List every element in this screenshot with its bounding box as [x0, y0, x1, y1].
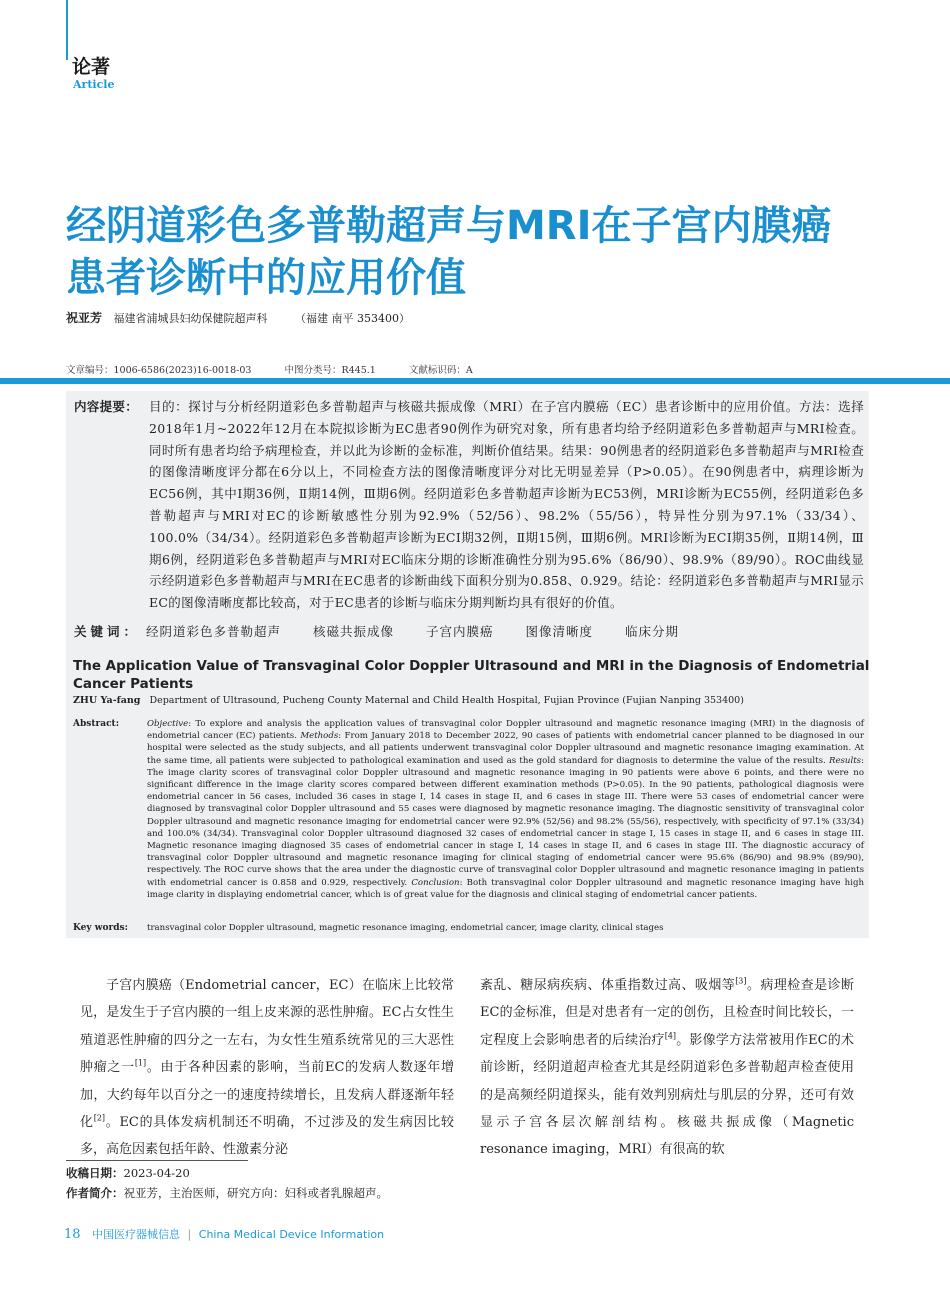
received-date	[66, 1165, 190, 1181]
bio-value: 祝亚芳，主治医师，研究方向：妇科或者乳腺超声。	[123, 1186, 388, 1200]
received-value: 2023-04-20	[123, 1166, 190, 1180]
keywords-cn	[74, 622, 707, 640]
english-title: The Application Value of Transvaginal Color Doppler Ultrasound and MRI in the Diagnosis of Endometrial Cancer Patients	[73, 658, 870, 692]
body-text: 。影像学方法常被用作EC的术前诊断，经阴道超声检查尤其是经阴道彩色多普勒超声检查使用的是高频经阴道探头，能有效判别病灶与肌层的分界，还可有效显示子宫各层次解剖结构。核磁共振成像（Magnetic resonance imaging，MRI）有很高的软	[480, 1032, 854, 1158]
received-label: 收稿日期：	[66, 1166, 124, 1180]
keyword-cn: 临床分期	[625, 624, 680, 639]
keyword-cn: 经阴道彩色多普勒超声	[146, 624, 282, 639]
body-text: 。由于各种因素的影响，当前EC的发病人数逐年增加，大约每年以百分之一的速度持续增长，且发病人群逐渐年轻化	[80, 1060, 454, 1131]
english-author-line	[73, 695, 744, 706]
results-label: Results	[828, 755, 862, 766]
author-name: 祝亚芳	[66, 311, 103, 325]
citation: [3]	[735, 976, 747, 986]
english-author-affiliation: Department of Ultrasound, Pucheng County Maternal and Child Health Hospital, Fujian Province (Fujian Nanping 353400)	[149, 695, 744, 706]
header-accent-line	[66, 0, 68, 60]
body-column-left	[80, 972, 454, 1164]
journal-name-cn: 中国医疗器械信息	[92, 1228, 181, 1241]
keyword-cn: 核磁共振成像	[313, 624, 395, 639]
keyword-cn: 子宫内膜癌	[426, 624, 494, 639]
footnote-rule	[66, 1160, 248, 1161]
body-text: 。EC的具体发病机制还不明确，不过涉及的发生病因比较多，高危因素包括年龄、性激素分泌	[80, 1115, 454, 1158]
article-title: 经阴道彩色多普勒超声与MRI在子宫内膜癌患者诊断中的应用价值	[66, 203, 832, 301]
author-bio	[66, 1185, 388, 1201]
article-number: 文章编号：1006-6586(2023)16-0018-03	[66, 365, 252, 376]
keywords-cn-label: 关键词：	[74, 624, 141, 639]
bio-label: 作者简介：	[66, 1186, 124, 1200]
methods-label: Methods	[300, 731, 339, 742]
abstract-cn-label: 内容提要：	[74, 399, 139, 414]
abstract-cn-text: 目的：探讨与分析经阴道彩色多普勒超声与核磁共振成像（MRI）在子宫内膜癌（EC）患者诊断中的应用价值。方法：选择2018年1月~2022年12月在本院拟诊断为EC患者90例作为研究对象，所有患者均给予经阴道彩色多普勒超声与MRI检查。同时所有患者均给予病理检查，并以此为诊断的金标准，判断价值结果。结果：90例患者的经阴道彩色多普勒超声与MRI检查的图像清晰度评分都在6分以上，不同检查方法的图像清晰度评分对比无明显差异（P>0.05）。在90例患者中，病理诊断为EC56例，其中Ⅰ期36例，Ⅱ期14例，Ⅲ期6例。经阴道彩色多普勒超声诊断为EC53例，MRI诊断为EC55例，经阴道彩色多普勒超声与MRI对EC的诊断敏感性分别为92.9%（52/56）、98.2%（55/56），特异性分别为97.1%（33/34）、100.0%（34/34）。经阴道彩色多普勒超声诊断为ECⅠ期32例，Ⅱ期15例，Ⅲ期6例。MRI诊断为ECⅠ期35例，Ⅱ期14例，Ⅲ期6例，经阴道彩色多普勒超声与MRI对EC临床分期的诊断准确性分别为95.6%（86/90）、98.9%（89/90）。ROC曲线显示经阴道彩色多普勒超声与MRI在EC患者的诊断曲线下面积分别为0.858、0.929。结论：经阴道彩色多普勒超声与MRI显示EC的图像清晰度都比较高，对于EC患者的诊断与临床分期判断均具有很好的价值。	[149, 399, 864, 611]
results-text: : The image clarity scores of transvaginal color Doppler ultrasound and magnetic resonance imaging in 90 patients were above 6 points, and there were no significant difference in the image clarity scores compared between different examination methods (P>0.05). In the 90 patients, pathological diagnosis were endometrial cancer in 56 cases, included 36 cases in stage I, 14 cases in stage II, and 6 cases in stage III. There were 53 cases of endometrial cancer were diagnosed by transvaginal color Doppler ultrasound and 55 cases were diagnosed by magnetic resonance imaging. The diagnostic sensitivity of transvaginal color Doppler ultrasound and magnetic resonance imaging for endometrial cancer were 92.9% (52/56) and 98.2% (55/56), respectively, with specificity of 97.1% (33/34) and 100.0% (34/34). Transvaginal color Doppler ultrasound diagnosed 32 cases of endometrial cancer in stage I, 15 cases in stage II, and 6 cases in stage III. Magnetic resonance imaging diagnosed 35 cases of endometrial cancer in stage I, 14 cases in stage II, and 6 cases in stage III. The diagnostic accuracy of transvaginal color Doppler ultrasound and magnetic resonance imaging for clinical staging of endometrial cancer were 95.6% (86/90) and 98.9% (89/90), respectively. The ROC curve shows that the area under the diagnostic curve of transvaginal color Doppler ultrasound and magnetic resonance imaging in patients with endometrial cancer is 0.858 and 0.929, respectively.	[147, 755, 864, 888]
body-text: 。病理检查是诊断EC的金标准，但是对患者有一定的创伤，且检查时间比较长，一定程度上会影响患者的后续治疗	[480, 978, 854, 1048]
abstract-cn	[74, 396, 864, 614]
objective-label: Objective	[147, 719, 189, 729]
english-keywords-label: Key words:	[73, 923, 128, 933]
objective-text: : To explore and analysis the application values of transvaginal color Doppler ultrasound and magnetic resonance imaging (MRI) in the diagnosis of endometrial cancer (EC) patients.	[147, 719, 864, 742]
section-label-cn: 论著	[72, 56, 111, 78]
english-keywords: transvaginal color Doppler ultrasound, magnetic resonance imaging, endometrial cancer, image clarity, clinical stages	[147, 923, 664, 933]
english-abstract-label: Abstract:	[73, 719, 120, 729]
article-meta	[66, 362, 503, 376]
page-number: 18	[64, 1227, 81, 1242]
section-label-en: Article	[73, 78, 115, 91]
conclusion-label: Conclusion	[411, 877, 460, 888]
methods-text: : From January 2018 to December 2022, 90 cases of patients with endometrial cancer planned to be diagnosed in our hospital were selected as the study subjects, and all patients underwent transvaginal color Doppler ultrasound and magnetic resonance imaging examination. At the same time, all patients were subjected to pathological examination and used as the gold standard for diagnosis to determine the value of the results.	[147, 731, 864, 766]
document-code: 文献标识码：A	[408, 365, 473, 376]
body-paragraph	[80, 972, 454, 1164]
english-author-name: ZHU Ya-fang	[73, 695, 141, 706]
citation: [1]	[134, 1058, 147, 1068]
keyword-cn: 图像清晰度	[525, 624, 594, 639]
body-text: 子宫内膜癌（Endometrial cancer，EC）在临床上比较常见，是发生于子宫内膜的一组上皮来源的恶性肿瘤。EC占女性生殖道恶性肿瘤的四分之一左右，为女性生殖系统常见的三大恶性肿瘤之一	[80, 978, 454, 1076]
body-column-right	[480, 972, 854, 1164]
footer-separator: |	[187, 1228, 192, 1241]
conclusion-text: : Both transvaginal color Doppler ultrasound and magnetic resonance imaging have high image clarity in displaying endometrial cancer, which is of great value for the diagnosis and clinical staging of endometrial cancer patients.	[147, 877, 865, 900]
english-abstract	[147, 718, 864, 901]
journal-name-en: China Medical Device Information	[198, 1228, 385, 1241]
header-divider-bar	[0, 378, 950, 384]
author-affiliation: 福建省浦城县妇幼保健院超声科	[113, 312, 268, 325]
author-location: （福建 南平 353400）	[295, 312, 410, 325]
author-line	[66, 309, 410, 326]
page-footer	[64, 1226, 384, 1242]
body-paragraph	[480, 972, 854, 1164]
citation: [2]	[93, 1113, 106, 1123]
citation: [4]	[664, 1031, 677, 1041]
clc-number: 中图分类号：R445.1	[284, 365, 376, 376]
body-text: 紊乱、糖尿病疾病、体重指数过高、吸烟等	[480, 978, 736, 993]
